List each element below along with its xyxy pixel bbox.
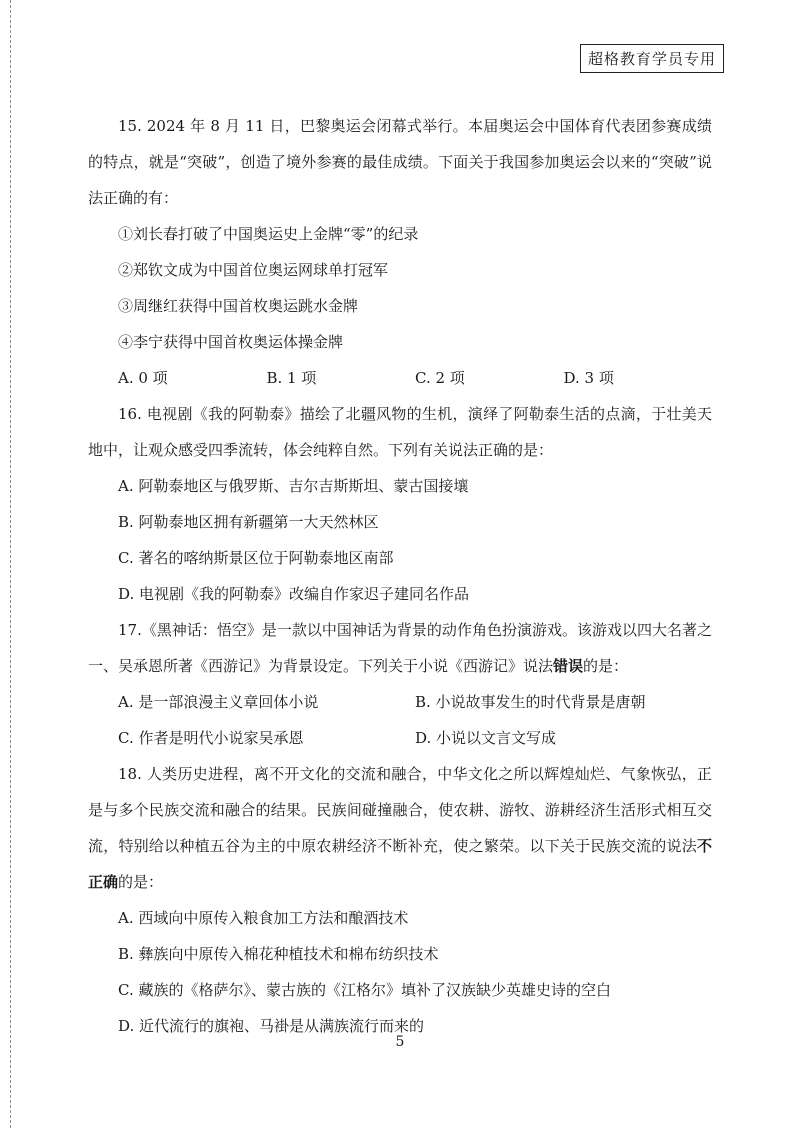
- option-d: D. 小说以文言文写成: [415, 729, 557, 747]
- question-15: [88, 108, 712, 396]
- emphasis-text: 不正确: [88, 837, 712, 891]
- option-b: B. 1 项: [266, 369, 317, 387]
- emphasis-text: 错误: [553, 657, 584, 675]
- option-a: A. 阿勒泰地区与俄罗斯、吉尔吉斯斯坦、蒙古国接壤: [118, 477, 469, 495]
- option-b: B. 小说故事发生的时代背景是唐朝: [415, 693, 646, 711]
- stem-text: 17.《黑神话：悟空》是一款以中国神话为背景的动作角色扮演游戏。该游戏以四大名著之一、吴承恩所著《西游记》为背景设定。下列关于小说《西游记》说法: [88, 621, 712, 675]
- question-16: [88, 396, 712, 612]
- question-content: [88, 108, 712, 1044]
- answer-options: [88, 360, 712, 396]
- header-tag: 超格教育学员专用: [580, 44, 724, 73]
- binding-dashed-line: [10, 0, 11, 1128]
- stem-text: 18. 人类历史进程，离不开文化的交流和融合，中华文化之所以辉煌灿烂、气象恢弘，正是与多个民族交流和融合的结果。民族间碰撞融合，使农耕、游牧、游耕经济生活形式相互交流，特别给以种植五谷为主的中原农耕经济不断补充，使之繁荣。以下关于民族交流的说法: [88, 765, 712, 855]
- answer-options-row-2: [88, 720, 712, 756]
- statement-item: ①刘长春打破了中国奥运史上金牌“零”的纪录: [118, 225, 419, 243]
- question-stem: [88, 612, 712, 684]
- option-b: B. 彝族向中原传入棉花种植技术和棉布纺织技术: [118, 945, 439, 963]
- question-18: [88, 756, 712, 1044]
- statement-item: ③周继红获得中国首枚奥运跳水金牌: [118, 297, 359, 315]
- question-17: [88, 612, 712, 756]
- option-c: C. 著名的喀纳斯景区位于阿勒泰地区南部: [118, 549, 394, 567]
- option-c: C. 藏族的《格萨尔》、蒙古族的《江格尔》填补了汉族缺少英雄史诗的空白: [118, 981, 611, 999]
- option-d: D. 近代流行的旗袍、马褂是从满族流行而来的: [118, 1017, 425, 1035]
- question-stem: [88, 756, 712, 900]
- option-b: B. 阿勒泰地区拥有新疆第一大天然林区: [118, 513, 379, 531]
- question-stem: 15. 2024 年 8 月 11 日，巴黎奥运会闭幕式举行。本届奥运会中国体育代表团参赛成绩的特点，就是“突破”，创造了境外参赛的最佳成绩。下面关于我国参加奥运会以来的“突破”说法正确的有：: [88, 117, 712, 207]
- stem-text-end: 的是：: [583, 657, 629, 675]
- option-d: D. 电视剧《我的阿勒泰》改编自作家迟子建同名作品: [118, 585, 470, 603]
- statement-item: ②郑钦文成为中国首位奥运网球单打冠军: [118, 261, 389, 279]
- page-number: 5: [395, 1034, 405, 1050]
- option-c: C. 作者是明代小说家吴承恩: [118, 729, 304, 747]
- stem-text-end: 的是：: [118, 873, 164, 891]
- option-c: C. 2 项: [415, 369, 465, 387]
- answer-options-row-1: [88, 684, 712, 720]
- option-d: D. 3 项: [563, 369, 614, 387]
- option-a: A. 是一部浪漫主义章回体小说: [118, 693, 319, 711]
- statement-item: ④李宁获得中国首枚奥运体操金牌: [118, 333, 344, 351]
- question-stem: 16. 电视剧《我的阿勒泰》描绘了北疆风物的生机，演绎了阿勒泰生活的点滴，于壮美天地中，让观众感受四季流转，体会纯粹自然。下列有关说法正确的是：: [88, 405, 712, 459]
- option-a: A. 西域向中原传入粮食加工方法和酿酒技术: [118, 909, 409, 927]
- option-a: A. 0 项: [118, 369, 168, 387]
